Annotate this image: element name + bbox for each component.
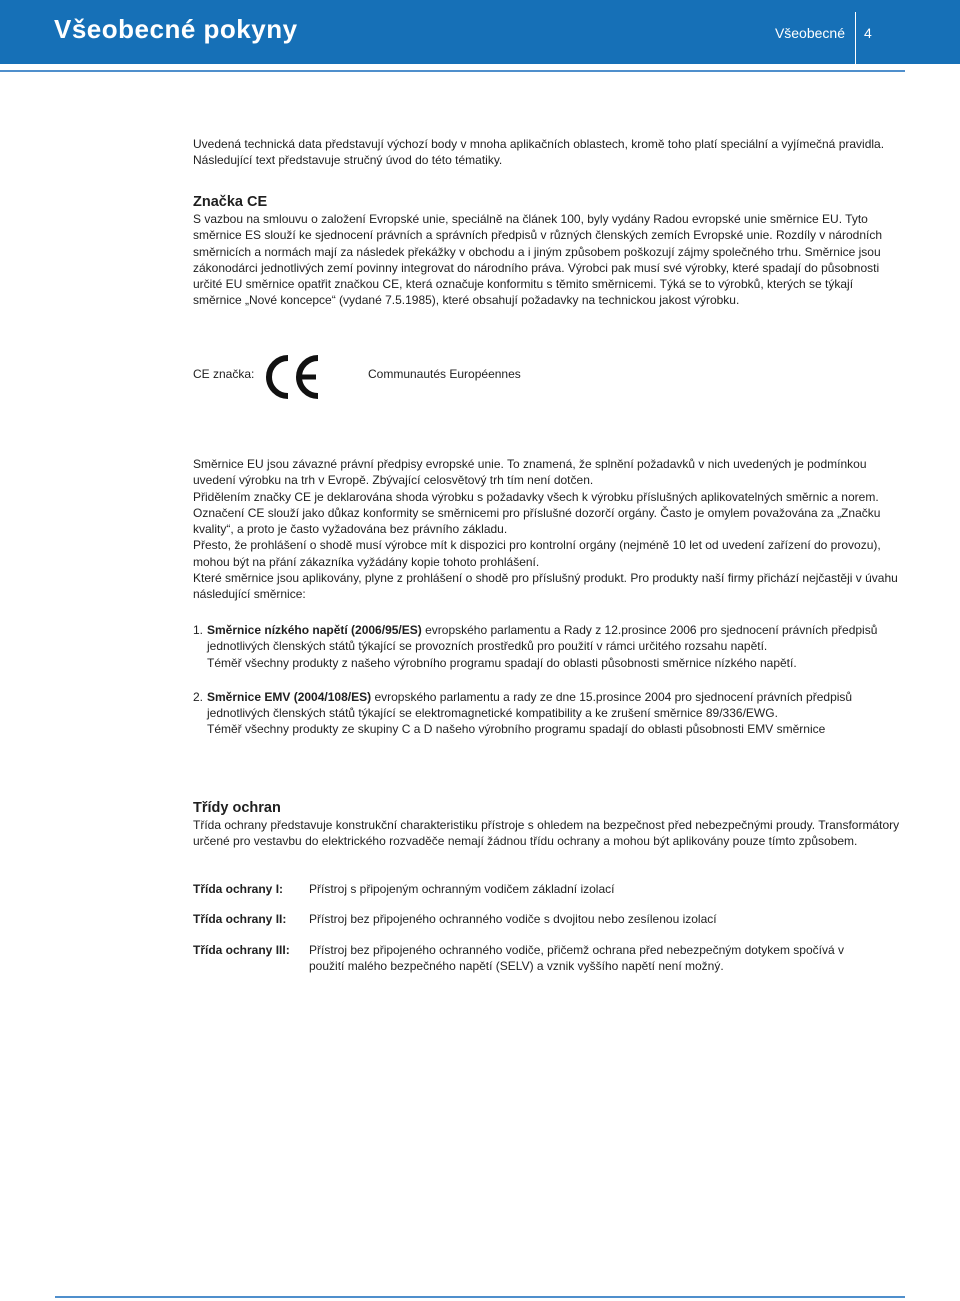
ce-section <box>193 193 905 309</box>
directive-text: evropského parlamentu a Rady z 12.prosince 2006 pro sjednocení právních předpisů jednotlivých členských států týkající se provozních prostředků pro použití v rámci určitého rozsahu napětí. <box>207 623 878 654</box>
directive-number: 2. <box>193 689 204 704</box>
ce-body <box>193 456 905 603</box>
directive-title: Směrnice EMV (2004/108/ES) <box>207 689 372 704</box>
ce-paragraph: S vazbou na smlouvu o založení Evropské unie, speciálně na článek 100, byly vydány Radou evropské unie směrnice EU. Tyto směrnice ES slouží ke sjednocení právních a správních předpisů v různých členských zemích Evropské unie. Rozdíly v národních směrnicích a normách mají za následek překážky v obchodu a i jiným způsobem poškozují zájmy společného trhu. Směrnice jsou zákonodárci jednotlivých zemí povinny integrovat do národního práva. Výrobci pak musí své výrobky, které spadají do působnosti určité EU směrnice opatřit značkou CE, která označuje konformitu s těmito směrnicemi. Týká se to výrobků, kterých se týkají směrnice „Nové koncepce“ (vydané 7.5.1985), které obsahují požadavky na technickou jakost výrobku. <box>193 212 882 308</box>
class-name: Třída ochrany III: <box>193 942 290 957</box>
directive-list <box>193 622 905 738</box>
intro-block <box>193 136 905 169</box>
page-header <box>0 0 960 64</box>
class-description: Přístroj bez připojeného ochranného vodiče, přičemž ochrana před nebezpečným dotykem spočívá v použití malého bezpečného napětí (SELV) a vznik vyššího napětí není možný. <box>309 942 844 973</box>
directive-note: Téměř všechny produkty ze skupiny C a D našeho výrobního programu spadají do oblasti působnosti EMV směrnice <box>207 722 826 737</box>
section-label: Všeobecné <box>774 25 845 41</box>
list-item <box>193 622 905 671</box>
class-name: Třída ochrany I: <box>193 882 284 896</box>
directive-note: Téměř všechny produkty z našeho výrobního programu spadají do oblasti působnosti směrnice nízkého napětí. <box>207 655 797 670</box>
protection-heading: Třídy ochran <box>193 800 281 816</box>
ce-meaning: Communautés Européennes <box>368 367 521 381</box>
directive-title: Směrnice nízkého napětí (2006/95/ES) <box>207 623 422 637</box>
header-divider <box>855 12 856 64</box>
ce-mark-icon <box>264 352 324 402</box>
list-item <box>193 942 905 975</box>
footer-rule <box>55 1296 905 1298</box>
page-number: 4 <box>864 25 872 41</box>
list-item <box>193 911 905 927</box>
directive-text: evropského parlamentu a rady ze dne 15.prosince 2004 pro sjednocení právních předpisů jednotlivých členských států týkající se elektromagnetické kompatibility a ke zrušení směrnice 89/336/EWG. <box>207 689 853 721</box>
protection-class-list <box>193 881 905 988</box>
protection-section <box>193 799 905 850</box>
ce-body-paragraph: Směrnice EU jsou závazné právní předpisy evropské unie. To znamená, že splnění požadavků v nich uvedených je podmínkou uvedení výrobku na trh v Evropě. Zbývající celosvětový trh tím není dotčen. <box>193 457 867 488</box>
class-name: Třída ochrany II: <box>193 912 287 927</box>
ce-body-paragraph: Přidělením značky CE je deklarována shoda výrobku s požadavky všech k výrobku příslušných aplikovatelných směrnic a norem. Označení CE slouží jako důkaz konformity se směrnicemi pro příslušné dozorčí orgány. Často je omylem považována za „Značku kvality“, a proto je často vyžadována bez právního základu. <box>193 489 881 537</box>
header-rule <box>0 70 905 72</box>
ce-body-paragraph: Přesto, že prohlášení o shodě musí výrobce mít k dispozici pro kontrolní orgány (nejméně 10 let od uvedení zařízení do provozu), mohou být na přání zákazníka vyžádány kopie tohoto prohlášení. <box>193 538 881 569</box>
ce-label: CE značka: <box>193 367 255 381</box>
ce-body-paragraph: Které směrnice jsou aplikovány, plyne z prohlášení o shodě pro příslušný produkt. Pro produkty naší firmy přichází nejčastěji v úvahu následující směrnice: <box>193 571 898 602</box>
directive-number: 1. <box>193 623 204 637</box>
protection-paragraph: Třída ochrany představuje konstrukční charakteristiku přístroje s ohledem na bezpečnost před nebezpečnými proudy. Transformátory určené pro vestavbu do elektrického rozvaděče nemají žádnou třídu ochrany a mohou být aplikovány pouze tímto způsobem. <box>193 818 900 849</box>
list-item <box>193 881 905 897</box>
list-item <box>193 689 905 738</box>
ce-heading: Značka CE <box>193 194 268 210</box>
class-description: Přístroj bez připojeného ochranného vodiče s dvojitou nebo zesílenou izolací <box>309 912 717 927</box>
intro-paragraph: Uvedená technická data představují výchozí body v mnoha aplikačních oblastech, kromě toho platí speciální a vyjímečná pravidla. Následující text představuje stručný úvod do této tématiky. <box>193 137 885 168</box>
class-description: Přístroj s připojeným ochranným vodičem základní izolací <box>309 882 615 896</box>
page-title: Všeobecné pokyny <box>54 14 298 44</box>
